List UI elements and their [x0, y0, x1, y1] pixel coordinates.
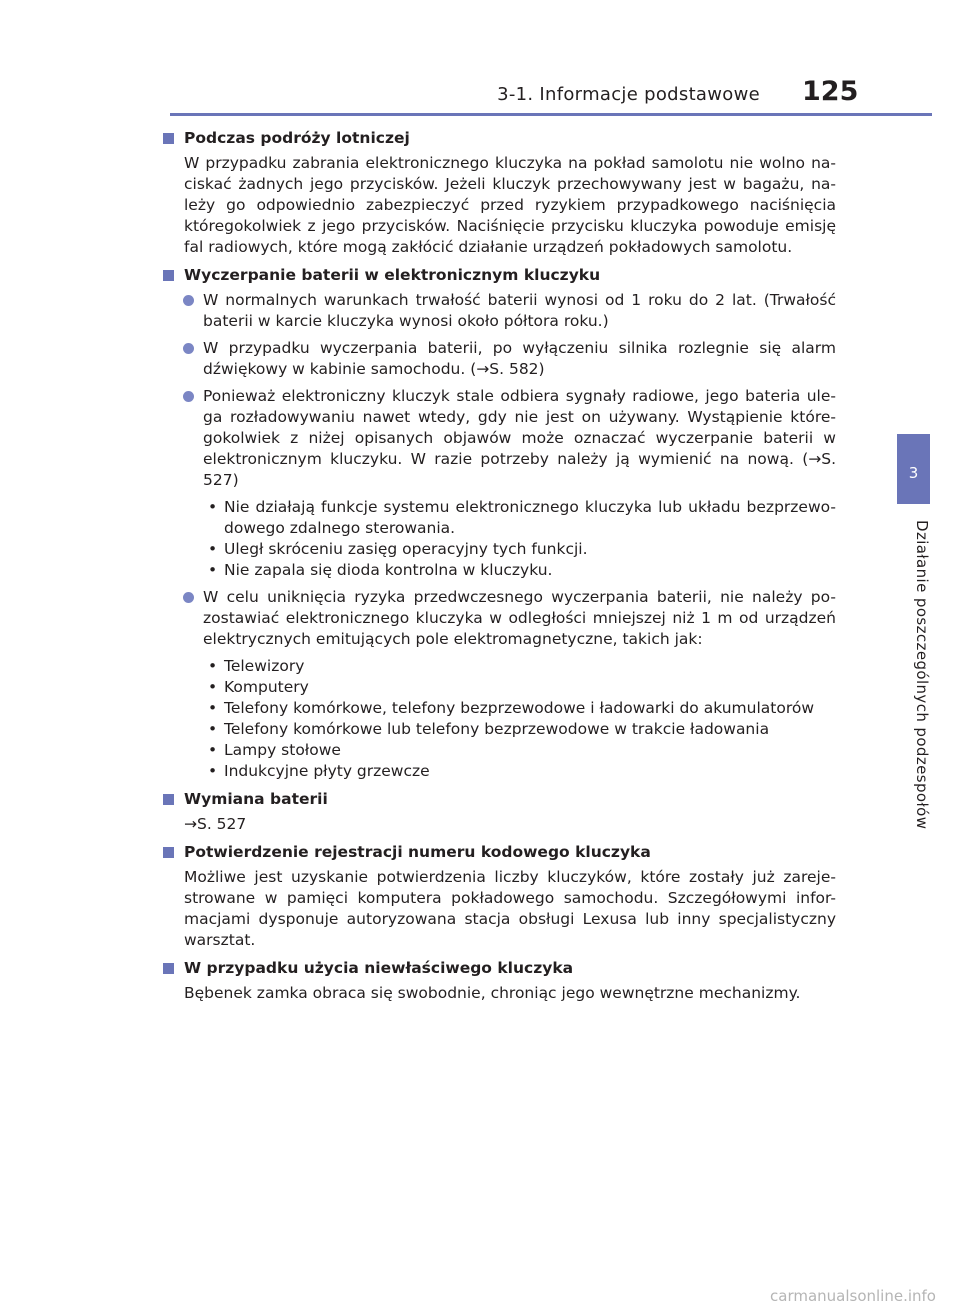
circle-bullet-icon: [183, 343, 194, 354]
list-item-text: W normalnych warunkach trwałość baterii wynosi od 1 roku do 2 lat. (Trwałość baterii w karcie kluczyka wynosi około półtora roku.): [203, 291, 836, 330]
device-item: • Telefony komórkowe lub telefony bezprzewodowe w trakcie ładowania: [160, 719, 836, 740]
chapter-title: Działanie poszczególnych podzespołów: [913, 520, 931, 830]
chapter-tab: 3: [897, 434, 930, 504]
page-number: 125: [802, 76, 859, 107]
device-item: • Telefony komórkowe, telefony bezprzewodowe i ładowarki do akumulatorów: [160, 698, 836, 719]
square-bullet-icon: [163, 963, 174, 974]
section-paragraph: Bębenek zamka obraca się swobodnie, chroniąc jego wewnętrzne mechanizmy.: [184, 984, 801, 1002]
section-battery-depletion: [160, 265, 836, 782]
circle-bullet-icon: [183, 592, 194, 603]
list-item: [160, 290, 836, 332]
symptom-list: [160, 497, 836, 581]
device-item: • Telewizory: [160, 656, 836, 677]
section-title: 3-1. Informacje podstawowe: [497, 84, 760, 105]
section-heading: Wymiana baterii: [184, 790, 328, 808]
symptom-item: • Uległ skróceniu zasięg operacyjny tych funkcji.: [160, 539, 836, 560]
symptom-item: • Nie zapala się dioda kontrolna w kluczyku.: [160, 560, 836, 581]
section-paragraph: Możliwe jest uzyskanie potwierdzenia liczby kluczyków, które zostały już zareje-strowane w pamięci komputera pokładowego samochodu. Szczegółowymi infor-macjami dysponuje autoryzowana stacja obsługi Lexusa lub inny specjalistyczny warsztat.: [184, 868, 836, 949]
device-item: • Lampy stołowe: [160, 740, 836, 761]
circle-bullet-icon: [183, 391, 194, 402]
page-reference: →S. 527: [184, 815, 247, 833]
list-item: [160, 587, 836, 650]
section-battery-replacement: [160, 789, 836, 835]
section-heading: Wyczerpanie baterii w elektronicznym kluczyku: [184, 266, 601, 284]
device-list: [160, 656, 836, 782]
section-wrong-key: [160, 958, 836, 1004]
square-bullet-icon: [163, 794, 174, 805]
section-air-travel: [160, 128, 836, 258]
symptom-item: • Nie działają funkcje systemu elektronicznego kluczyka lub układu bezprzewo-dowego zdalnego sterowania.: [160, 497, 836, 539]
circle-bullet-icon: [183, 295, 194, 306]
section-paragraph: W przypadku zabrania elektronicznego kluczyka na pokład samolotu nie wolno na-ciskać żadnych jego przycisków. Jeżeli kluczyk przechowywany jest w bagażu, na-leży go odpowiednio zabezpieczyć przed ryzykiem przypadkowego naciśnięcia któregokolwiek z jego przycisków. Naciśnięcie przycisku kluczyka powoduje emisję fal radiowych, które mogą zakłócić działanie urządzeń pokładowych samolotu.: [184, 154, 836, 256]
list-item: [160, 386, 836, 491]
list-item-text: Ponieważ elektroniczny kluczyk stale odbiera sygnały radiowe, jego bateria ule-ga rozładowywaniu nawet wtedy, gdy nie jest on używany. Wystąpienie które-gokolwiek z niżej opisanych objawów może oznaczać wyczerpanie baterii w elektronicznym kluczyku. W razie potrzeby należy ją wymienić na nową. (→S. 527): [203, 387, 836, 489]
device-item: • Indukcyjne płyty grzewcze: [160, 761, 836, 782]
section-heading: W przypadku użycia niewłaściwego kluczyka: [184, 959, 574, 977]
section-heading: Podczas podróży lotniczej: [184, 129, 410, 147]
list-item-text: W przypadku wyczerpania baterii, po wyłączeniu silnika rozlegnie się alarm dźwiękowy w kabinie samochodu. (→S. 582): [203, 339, 836, 378]
section-heading: Potwierdzenie rejestracji numeru kodowego kluczyka: [184, 843, 651, 861]
square-bullet-icon: [163, 847, 174, 858]
page-content: [160, 128, 836, 1011]
square-bullet-icon: [163, 133, 174, 144]
list-item: [160, 338, 836, 380]
list-item-text: W celu uniknięcia ryzyka przedwczesnego wyczerpania baterii, nie należy po-zostawiać elektronicznego kluczyka w odległości mniejszej niż 1 m od urządzeń elektrycznych emitujących pole elektromagnetyczne, takich jak:: [203, 588, 836, 648]
square-bullet-icon: [163, 270, 174, 281]
header-divider: [170, 113, 932, 116]
watermark: carmanualsonline.info: [770, 1287, 936, 1305]
device-item: • Komputery: [160, 677, 836, 698]
section-key-code-registration: [160, 842, 836, 951]
